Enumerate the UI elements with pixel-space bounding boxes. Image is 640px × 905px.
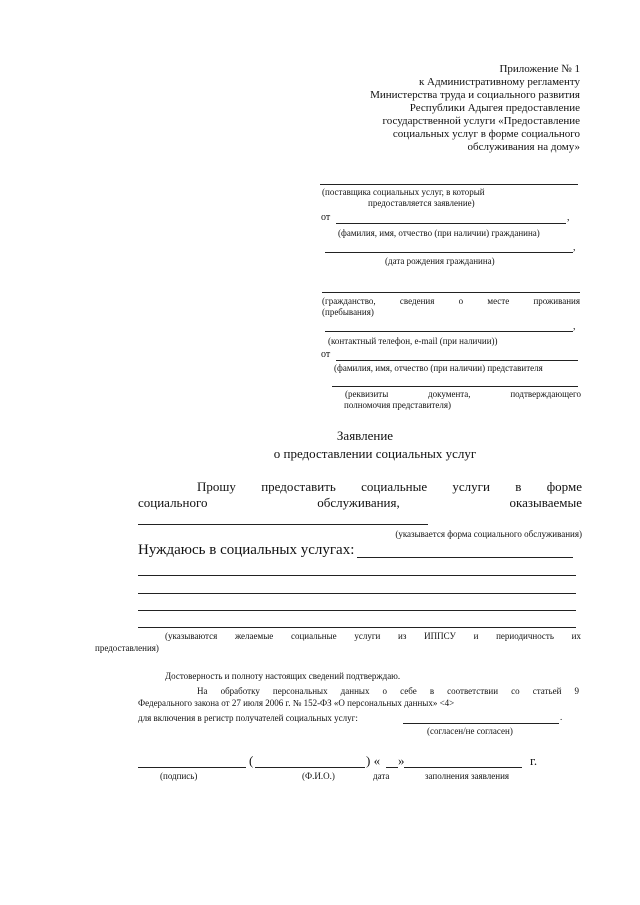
- appendix-header: [300, 63, 580, 154]
- representative-docs-line: [332, 386, 578, 387]
- form-caption: (указывается форма социального обслуживания): [395, 529, 582, 539]
- confirmation-text: Достоверность и полноту настоящих сведений подтверждаю.: [165, 671, 401, 681]
- from-label: от: [321, 349, 331, 360]
- needs-line: [357, 557, 573, 558]
- representative-docs-caption: (реквизиты документа, подтверждающего: [345, 389, 581, 399]
- fio-caption: (Ф.И.О.): [302, 771, 335, 781]
- fio-line: [255, 767, 365, 768]
- services-caption-2: предоставления): [95, 643, 159, 653]
- document-title: Заявление о предоставлении социальных услуг: [273, 428, 477, 461]
- header-line: Республики Адыгея предоставление: [409, 102, 580, 114]
- provider-line: [320, 184, 578, 185]
- form-line: [138, 524, 428, 525]
- consent-line: [403, 723, 559, 724]
- citizen-name-line: [336, 223, 566, 224]
- needs-line: [138, 575, 576, 576]
- header-line: к Административному регламенту: [418, 76, 580, 88]
- year-label: г.: [530, 753, 538, 768]
- sign-caption: (подпись): [160, 771, 198, 781]
- dot: .: [560, 712, 563, 722]
- representative-docs-caption-2: полномочия представителя): [344, 400, 451, 410]
- consent-line-3: для включения в регистр получателей социальных услуг:: [138, 713, 358, 723]
- birth-date-caption: (дата рождения гражданина): [385, 256, 495, 266]
- header-line: Министерства труда и социального развития: [370, 89, 580, 101]
- date-caption: дата: [373, 771, 390, 781]
- from-label: от: [321, 212, 331, 223]
- birth-date-line: [325, 252, 573, 253]
- needs-line: [138, 593, 576, 594]
- consent-caption: (согласен/не согласен): [427, 726, 513, 736]
- citizen-name-caption: (фамилия, имя, отчество (при наличии) гражданина): [338, 228, 540, 238]
- request-line-2: социального обслуживания, оказываемые: [138, 495, 582, 510]
- header-line: обслуживания на дому»: [467, 141, 580, 153]
- open-paren: (: [249, 753, 254, 768]
- residence-line: [322, 292, 580, 293]
- comma: ,: [567, 212, 570, 223]
- month-year-line: [404, 767, 522, 768]
- consent-line-2: Федерального закона от 27 июля 2006 г. № 152-ФЗ «О персональных данных» <4>: [138, 698, 455, 708]
- comma: ,: [573, 242, 576, 253]
- contact-caption: (контактный телефон, e-mail (при наличии)): [328, 336, 498, 346]
- needs-line: [138, 627, 576, 628]
- needs-line: [138, 610, 576, 611]
- services-caption: (указываются желаемые социальные услуги из ИППСУ и периодичность их: [165, 631, 581, 641]
- header-line: социальных услуг в форме социального: [392, 128, 580, 140]
- representative-name-caption: (фамилия, имя, отчество (при наличии) представителя: [334, 363, 543, 373]
- header-line: Приложение № 1: [499, 63, 580, 75]
- provider-caption: (поставщика социальных услуг, в который предоставляется заявление): [322, 187, 485, 208]
- signature-line: [138, 767, 246, 768]
- contact-line: [325, 331, 573, 332]
- fill-caption: заполнения заявления: [425, 771, 510, 781]
- residence-caption: (гражданство, сведения о месте проживания: [322, 296, 580, 306]
- day-line: [386, 767, 398, 768]
- quote-end: »: [398, 753, 405, 768]
- comma: ,: [573, 321, 576, 332]
- representative-name-line: [336, 360, 578, 361]
- close-quote: ) «: [366, 753, 381, 768]
- needs-label: Нуждаюсь в социальных услугах:: [138, 542, 355, 558]
- header-line: государственной услуги «Предоставление: [382, 115, 580, 127]
- residence-caption-2: (пребывания): [322, 307, 374, 317]
- consent-line-1: На обработку персональных данных о себе в соответствии со статьей 9: [197, 686, 579, 696]
- request-line-1: Прошу предоставить социальные услуги в форме: [197, 479, 582, 494]
